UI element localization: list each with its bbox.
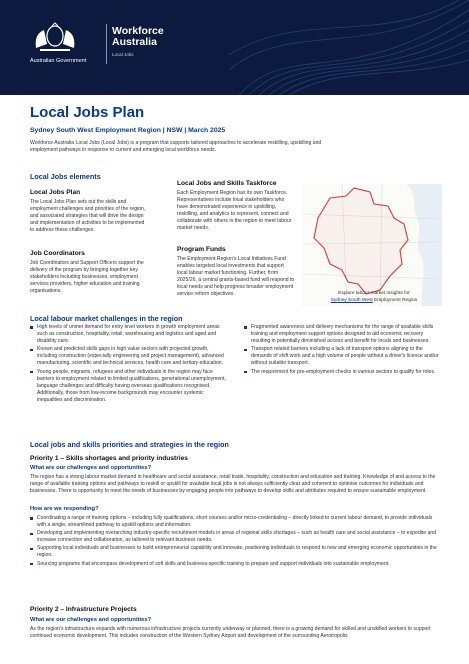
challenge-item: High levels of unmet demand for entry level workers in growth employment areas such as construction, hospitality, retail, warehousing and logistics and aged and disability care. — [30, 324, 230, 345]
response-item: Sourcing programs that encompass development of soft skills and business-specific training to prepare and support individuals into sustainable employment. — [30, 561, 442, 568]
challenges-list-left — [30, 324, 230, 405]
priority-2-question-1: What are our challenges and opportunities? — [30, 617, 152, 623]
header-banner — [0, 0, 469, 95]
challenges-heading: Local labour market challenges in the region — [30, 314, 183, 323]
challenge-item: The requirement for pre-employment checks in various sectors to qualify for roles. — [244, 369, 442, 376]
taskforce-heading: Local Jobs and Skills Taskforce — [177, 180, 277, 187]
map-caption-rest: Employment Region — [372, 297, 418, 303]
workforce-australia-logo — [112, 26, 164, 48]
response-item: Supporting local individuals and businesses to build entrepreneurial capability and innovate, positioning individuals to respond to new and emerging economic opportunities in the region. — [30, 545, 442, 559]
program-funds-heading: Program Funds — [177, 246, 226, 253]
priority-1-question-1: What are our challenges and opportunities? — [30, 465, 152, 471]
map-caption-line2 — [300, 298, 448, 305]
priority-1-responses — [30, 515, 442, 569]
plan-text: The Local Jobs Plan sets out the skills and employment challenges and priorities of the region, and associated strategies that will drive the design and implementation of activities to be implemented to address these challenges. — [30, 199, 146, 234]
priority-2-text: As the region's infrastructure expands with numerous infrastructure projects currently underway or planned, there is a growing demand for skilled and unskilled workers to support continued economic development. This includes construction of the Western Sydney Airport and development of the surrounding Aerotropolis — [30, 626, 431, 640]
coat-of-arms-icon — [30, 22, 80, 56]
plan-heading: Local Jobs Plan — [30, 189, 81, 196]
priority-1-title: Priority 1 – Skills shortages and priority industries — [30, 455, 188, 462]
elements-heading: Local Jobs elements — [30, 172, 101, 181]
government-label: Australian Government — [30, 58, 87, 64]
program-funds-text: The Employment Region's Local Initiatives Fund enables targeted local investments that support local labour market functioning. Further, from 2025/26, a central grants-based fund will respond to local needs and help progress broader employment service reform objectives. — [177, 256, 295, 298]
challenge-item: Fragmented awareness and delivery mechanisms for the range of available skills training and employment support options designed to aid economic recovery resulting in potentially diminished access and benefit for locals and businesses. — [244, 324, 442, 345]
header-divider — [106, 24, 107, 64]
challenges-list-right — [244, 324, 442, 377]
priority-2-title: Priority 2 – Infrastructure Projects — [30, 606, 137, 613]
intro-paragraph: Workforce Australia Local Jobs (Local Jobs) is a program that supports tailored approaches to accelerate reskilling, upskilling and employment pathways in response to current and emerging local workforce needs. — [30, 140, 322, 153]
brand-line-1: Workforce — [112, 25, 164, 37]
map-caption-line1: Explore labour market insights for — [338, 291, 410, 296]
priority-1-text: The region has a strong labour market demand in healthcare and social assistance, retail trade, hospitality, construction and education and training. Knowledge of and access to the range of available training options and pathways to reskill or upskill for available local jobs is not always sufficiently clear and coherent to optimise outcomes for individuals and businesses. There is opportunity to meet the needs of businesses by engaging people into pathways to develop skills and attributes required to ensure sustainable employment. — [30, 474, 436, 495]
page-subtitle: Sydney South West Employment Region | NSW | March 2025 — [30, 127, 226, 134]
challenge-item: Young people, migrants, refugees and other individuals in the region may face barriers to employment related to limited qualifications, generational unemployment, language challenges and difficulty having overseas qualifications recognised. Additionally, those from low-income backgrounds may encounter systemic inequalities and discrimination. — [30, 369, 230, 404]
brand-line-2: Australia — [112, 36, 157, 48]
challenge-item: Transport related barriers including a lack of transport options aligning to the demands of shift work and a high volume of people without a driver's licence and/or without suitable transport. — [244, 346, 442, 367]
coordinators-heading: Job Coordinators — [30, 250, 85, 257]
response-item: Developing and implementing overarching industry-specific recruitment models in areas of regional skills shortages – such as health care and social assistance – to expedite and increase connection and collaboration, as tailored to relevant business needs. — [30, 530, 442, 544]
priorities-heading: Local jobs and skills priorities and strategies in the region — [30, 440, 229, 449]
brand-subtitle: Local Jobs — [112, 52, 134, 57]
taskforce-text: Each Employment Region has its own Taskforce. Representatives include local stakeholders who have demonstrated experience in upskilling, reskilling, and analytics to represent, connect and collaborate with others in the region to meet labour market needs. — [177, 190, 292, 232]
response-item: Coordinating a range of training options – including fully qualifications, short courses and/or micro-credentialing – directly linked to current labour demand, to provide individuals with a single, streamlined pathway to upskill options and information. — [30, 515, 442, 529]
page-title: Local Jobs Plan — [30, 104, 145, 121]
coordinators-text: Job Coordinators and Support Officers support the delivery of the program by bringing together key stakeholders including businesses, employment services providers, higher education and training organisations. — [30, 260, 144, 295]
priority-1-question-2: How are we responding? — [30, 506, 99, 512]
challenge-item: Known and predicted skills gaps in high value sectors with projected growth, including construction (especially engineering and project management), advanced manufacturing, scientific and technical services, health care and tertiary education. — [30, 346, 230, 367]
decorative-lines-graphic — [229, 0, 469, 95]
map-caption — [300, 291, 448, 304]
region-map — [302, 184, 442, 306]
region-insights-link[interactable]: Sydney South West — [330, 297, 373, 303]
